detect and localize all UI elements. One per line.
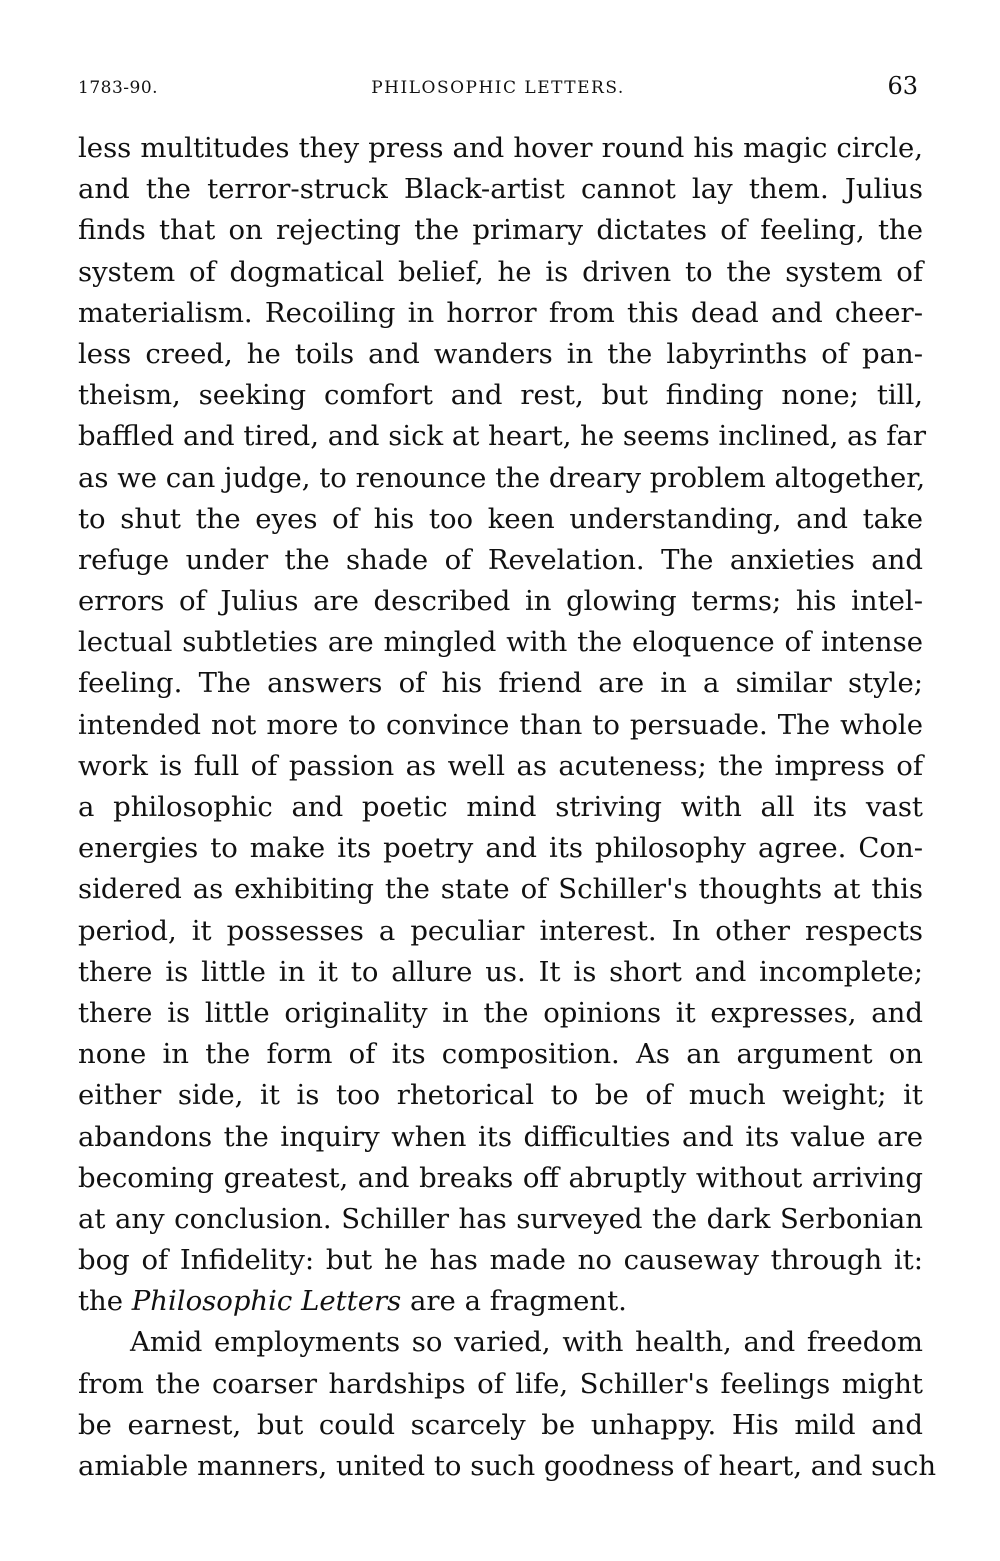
running-head bbox=[78, 72, 918, 106]
text-line: there is little in it to allure us. It is short and incomplete; bbox=[78, 955, 923, 988]
text-line: be earnest, but could scarcely be unhappy. His mild and bbox=[78, 1408, 923, 1441]
text-line: bog of Infidelity: but he has made no causeway through it: bbox=[78, 1244, 923, 1277]
text-line: sidered as exhibiting the state of Schiller's thoughts at this bbox=[78, 873, 923, 906]
text-line: a philosophic and poetic mind striving with all its vast bbox=[78, 791, 923, 823]
text-line: less multitudes they press and hover round his magic circle, bbox=[78, 132, 923, 164]
text-line: energies to make its poetry and its philosophy agree. Con- bbox=[78, 832, 923, 865]
text-line: errors of Julius are described in glowing terms; his intel- bbox=[78, 585, 923, 618]
text-line: abandons the inquiry when its difficulties and its value are bbox=[78, 1120, 923, 1153]
text-line: baffled and tired, and sick at heart, he seems inclined, as far bbox=[78, 420, 927, 453]
book-title-italic: Philosophic Letters bbox=[131, 1285, 402, 1318]
text-line: there is little originality in the opinions it expresses, and bbox=[78, 996, 923, 1029]
text-line: lectual subtleties are mingled with the eloquence of intense bbox=[78, 626, 923, 659]
text-line: theism, seeking comfort and rest, but finding none; till, bbox=[78, 379, 923, 412]
running-title: PHILOSOPHIC LETTERS. bbox=[371, 78, 625, 98]
text-line: period, it possesses a peculiar interest. In other respects bbox=[78, 914, 923, 947]
text-line: and the terror-struck Black-artist cannot lay them. Julius bbox=[78, 173, 923, 206]
text-line: feeling. The answers of his friend are in a similar style; bbox=[78, 667, 923, 700]
text-line: materialism. Recoiling in horror from this dead and cheer- bbox=[78, 296, 923, 329]
text-line: refuge under the shade of Revelation. The anxieties and bbox=[78, 543, 923, 576]
body-text bbox=[78, 128, 937, 1487]
text-line: none in the form of its composition. As an argument on bbox=[78, 1038, 923, 1071]
paragraph-2 bbox=[78, 1322, 937, 1487]
text-line: system of dogmatical belief, he is driven to the system of bbox=[78, 255, 923, 288]
text-line: to shut the eyes of his too keen understanding, and take bbox=[78, 502, 923, 535]
text-line: work is full of passion as well as acuteness; the impress of bbox=[78, 749, 923, 782]
text-line: from the coarser hardships of life, Schiller's feelings might bbox=[78, 1367, 923, 1400]
text-line: either side, it is too rhetorical to be of much weight; it bbox=[78, 1079, 923, 1112]
text-line: amiable manners, united to such goodness of heart, and such bbox=[78, 1450, 937, 1482]
final-line-start: the bbox=[78, 1285, 124, 1318]
date-range: 1783-90. bbox=[78, 78, 159, 98]
page-number: 63 bbox=[887, 72, 918, 100]
text-line: as we can judge, to renounce the dreary problem altogether, bbox=[78, 461, 926, 494]
text-line: finds that on rejecting the primary dictates of feeling, the bbox=[78, 214, 923, 247]
paragraph-final-line bbox=[78, 1281, 923, 1322]
paragraph-1 bbox=[78, 128, 927, 1322]
text-line: at any conclusion. Schiller has surveyed the dark Serbonian bbox=[78, 1202, 923, 1235]
text-line: becoming greatest, and breaks off abruptly without arriving bbox=[78, 1161, 923, 1194]
text-line: intended not more to convince than to persuade. The whole bbox=[78, 708, 923, 741]
text-line: less creed, he toils and wanders in the labyrinths of pan- bbox=[78, 337, 923, 370]
final-line-end: are a fragment. bbox=[410, 1285, 627, 1318]
text-line: Amid employments so varied, with health, and freedom bbox=[130, 1326, 923, 1359]
